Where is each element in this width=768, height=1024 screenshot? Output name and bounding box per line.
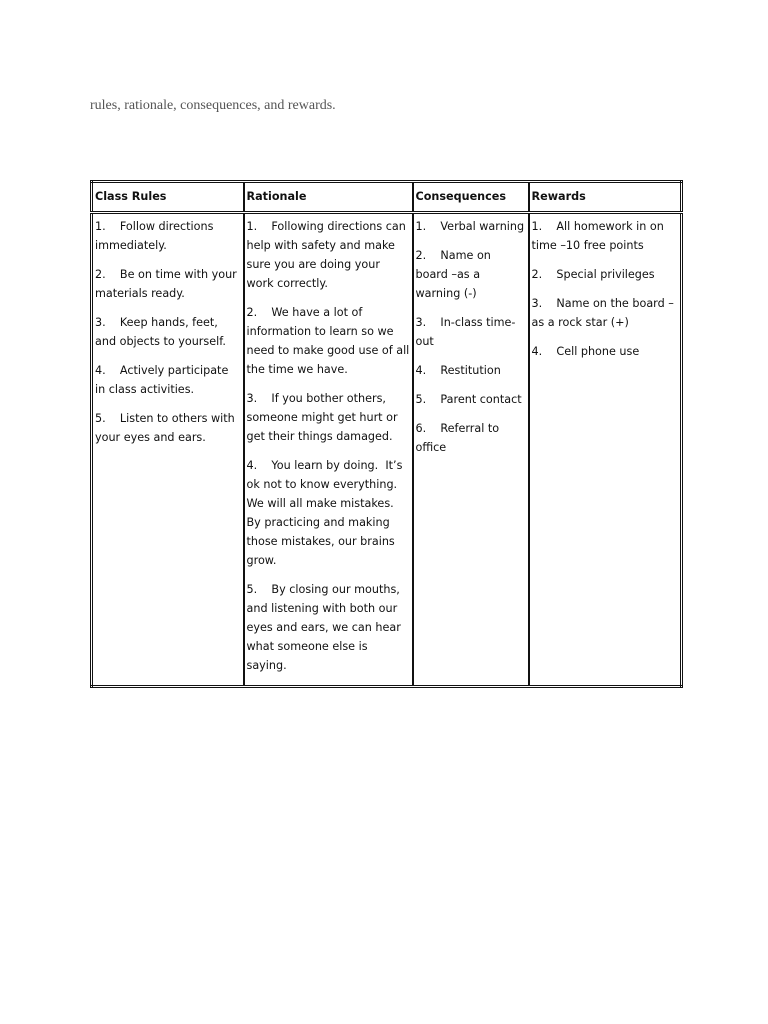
- consequence-item: 2. Name on board –as a warning (-): [415, 249, 491, 300]
- reward-item: 4. Cell phone use: [531, 345, 640, 358]
- consequences-cell: [413, 213, 529, 687]
- reward-item: 3. Name on the board – as a rock star (+): [531, 297, 674, 329]
- rationale-item: 1. Following directions can help with safety and make sure you are doing your work correctly.: [246, 220, 406, 290]
- class-rule-item: 4. Actively participate in class activities.: [95, 364, 229, 396]
- class-rules-table: [90, 180, 683, 688]
- consequence-item: 5. Parent contact: [415, 393, 522, 406]
- class-rule-item: 2. Be on time with your materials ready.: [95, 268, 237, 300]
- table-body-row: [92, 213, 682, 687]
- header-class-rules: Class Rules: [92, 182, 244, 213]
- header-consequences: Consequences: [413, 182, 529, 213]
- reward-item: 2. Special privileges: [531, 268, 655, 281]
- class-rules-cell: [92, 213, 244, 687]
- rationale-item: 2. We have a lot of information to learn so we need to make good use of all the time we have.: [246, 306, 410, 376]
- consequence-item: 4. Restitution: [415, 364, 501, 377]
- header-rewards: Rewards: [529, 182, 682, 213]
- rationale-item: 4. You learn by doing. It’s ok not to know everything. We will all make mistakes. By practicing and making those mistakes, our brains grow.: [246, 459, 403, 567]
- rewards-cell: [529, 213, 682, 687]
- header-rationale: Rationale: [244, 182, 413, 213]
- consequence-item: 6. Referral to office: [415, 422, 500, 454]
- reward-item: 1. All homework in on time –10 free points: [531, 220, 664, 252]
- class-rule-item: 1. Follow directions immediately.: [95, 220, 214, 252]
- consequence-item: 3. In-class time-out: [415, 316, 516, 348]
- intro-text: rules, rationale, consequences, and rewards.: [90, 98, 336, 113]
- rationale-item: 5. By closing our mouths, and listening with both our eyes and ears, we can hear what someone else is saying.: [246, 583, 401, 672]
- rationale-item: 3. If you bother others, someone might get hurt or get their things damaged.: [246, 392, 398, 443]
- class-rule-item: 3. Keep hands, feet, and objects to yourself.: [95, 316, 226, 348]
- table-header-row: [92, 182, 682, 213]
- consequence-item: 1. Verbal warning: [415, 220, 525, 233]
- rationale-cell: [244, 213, 413, 687]
- class-rule-item: 5. Listen to others with your eyes and ears.: [95, 412, 235, 444]
